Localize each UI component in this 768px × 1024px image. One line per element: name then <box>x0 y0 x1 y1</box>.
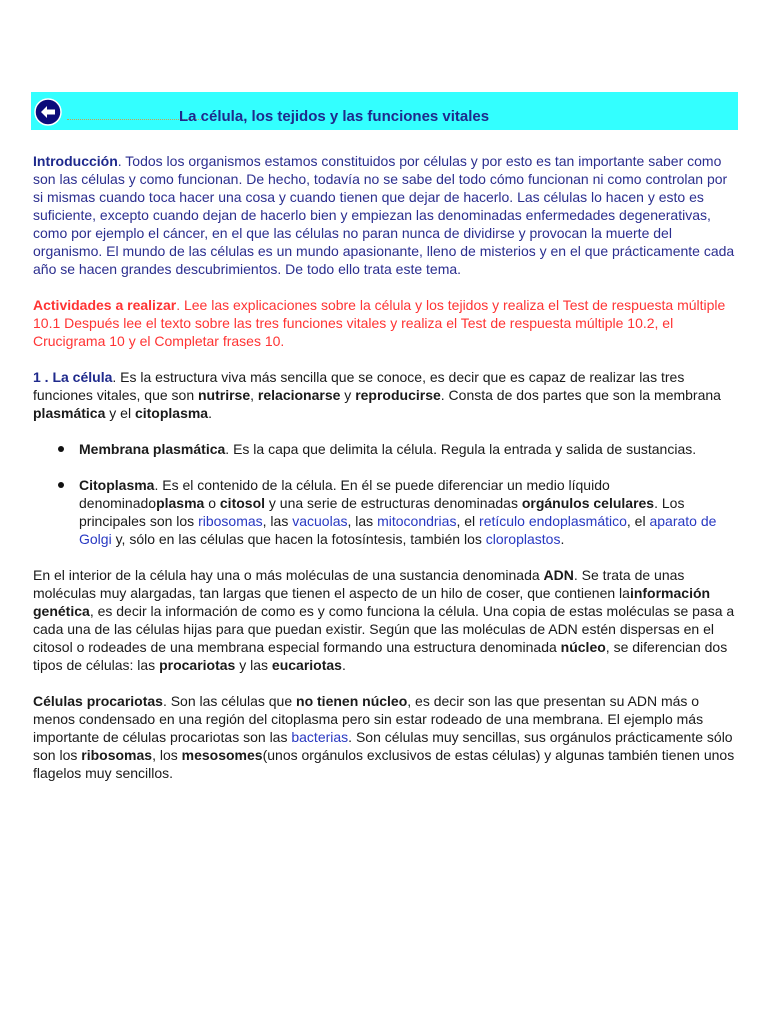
cyto-text: , las <box>347 513 378 529</box>
cyto-text: , el <box>626 513 650 529</box>
cyto-text: , el <box>456 513 480 529</box>
link-bacterias[interactable]: bacterias <box>291 729 349 745</box>
adn-paragraph <box>33 566 735 674</box>
term-citosol: citosol <box>219 495 266 511</box>
article-content <box>33 152 735 782</box>
cyto-text: y una serie de estructuras denominadas <box>265 495 522 511</box>
membrane-text: . Es la capa que delimita la célula. Regula la entrada y salida de sustancias. <box>225 441 697 457</box>
term-plasma: plasma <box>156 495 205 511</box>
activities-label: Actividades a realizar <box>33 297 177 313</box>
intro-paragraph <box>33 152 735 278</box>
adn-text: . <box>341 657 346 673</box>
link-cloroplastos[interactable]: cloroplastos <box>485 531 561 547</box>
intro-text: . Todos los organismos estamos constituidos por células y por esto es tan importante saber como son las células y como funcionan. De hecho, todavía no se sabe del todo cómo funcionan ni como controlan por si mismas cuando toca hacer una cosa y cuando tienen que dejar de hacerlo. Las células lo hacen y esto es suficiente, excepto cuando dejan de hacerlo bien y empiezan las denominadas enfermedades degenerativas, como por ejemplo el cáncer, en el que las células no paran nunca de dividirse y provocan la muerte del organismo. El mundo de las células es un mundo apasionante, lleno de misterios y en el que prácticamente cada año se hacen grandes descubrimientos. De todo ello trata este tema. <box>33 153 735 277</box>
link-ribosomas[interactable]: ribosomas <box>198 513 263 529</box>
prok-text: , los <box>152 747 182 763</box>
cell-text: y el <box>105 405 135 421</box>
cytoplasm-label: Citoplasma <box>79 477 155 493</box>
adn-text: . Se trata de unas moléculas muy alargadas, tan largas que tienen el aspecto de un hilo de coser, que contienen la <box>33 567 685 601</box>
cell-section-paragraph <box>33 368 735 422</box>
link-reticulo[interactable]: retículo endoplasmático <box>479 513 627 529</box>
term-eucariotas: eucariotas <box>271 657 342 673</box>
adn-text: , se diferencian dos tipos de células: las <box>33 639 728 673</box>
prok-text: , es decir son las que presentan su ADN más o menos condensado en una región del citoplasma pero sin estar rodeado de una membrana. El ejemplo más importante de células procariotas son las <box>33 693 704 745</box>
term-procariotas: procariotas <box>159 657 236 673</box>
list-item-membrane <box>79 440 735 458</box>
term-mesosomes: mesosomes <box>181 747 263 763</box>
term-organulos: orgánulos celulares <box>521 495 655 511</box>
list-item-cytoplasm <box>79 476 735 548</box>
link-vacuolas[interactable]: vacuolas <box>292 513 348 529</box>
prok-text: . Son células muy sencillas, sus orgánulos prácticamente sólo son los <box>33 729 733 763</box>
cell-text: . <box>208 405 212 421</box>
prokaryotes-paragraph <box>33 692 735 782</box>
link-golgi[interactable]: aparato de Golgi <box>79 513 717 547</box>
term-adn: ADN <box>543 567 574 583</box>
cell-section-heading: 1 . La célula <box>33 369 113 385</box>
header-bar <box>31 92 738 130</box>
term-plasmatica: plasmática <box>33 405 106 421</box>
cell-text: . Es la estructura viva más sencilla que se conoce, es decir que es capaz de realizar las tres funciones vitales, que son <box>33 369 685 403</box>
activities-text: . Lee las explicaciones sobre la célula y los tejidos y realiza el Test de respuesta múltiple 10.1 Después lee el texto sobre las tres funciones vitales y realiza el Test de respuesta múltiple 10.2, el Crucigrama 10 y el Completar frases 10. <box>33 297 726 349</box>
intro-label: Introducción <box>33 153 118 169</box>
cell-text: . Consta de dos partes que son la membrana <box>440 387 721 403</box>
cyto-text: y, sólo en las células que hacen la fotosíntesis, también los <box>111 531 486 547</box>
term-citoplasma: citoplasma <box>134 405 209 421</box>
page-title: La célula, los tejidos y las funciones vitales <box>179 108 490 125</box>
adn-text: , es decir la información de como es y como funciona la célula. Una copia de estas moléculas se pasa a cada una de las células hijas para que puedan existir. Según que las moléculas de ADN estén dispersas en el citosol o rodeades de una membrana especial formando una estructura denominada <box>33 603 735 655</box>
cyto-text: o <box>204 495 220 511</box>
back-button[interactable] <box>34 98 62 126</box>
membrane-label: Membrana plasmática <box>79 441 226 457</box>
cell-text: y <box>340 387 356 403</box>
back-arrow-icon <box>34 98 62 126</box>
prok-text: (unos orgánulos exclusivos de estas células) y algunas también tienen unos flagelos muy sencillos. <box>33 747 735 781</box>
cyto-text: . Los principales son los <box>79 495 685 529</box>
cell-text: , <box>250 387 258 403</box>
adn-text: y las <box>235 657 272 673</box>
activities-paragraph <box>33 296 735 350</box>
prok-text: . Son las células que <box>162 693 297 709</box>
cyto-text: , las <box>262 513 293 529</box>
term-ribosomas: ribosomas <box>81 747 153 763</box>
term-informacion-genetica: información genética <box>33 585 711 619</box>
prokaryotes-label: Células procariotas <box>33 693 163 709</box>
term-nucleo: núcleo <box>560 639 606 655</box>
link-mitocondrias[interactable]: mitocondrias <box>377 513 457 529</box>
term-no-nucleo: no tienen núcleo <box>296 693 408 709</box>
term-reproducirse: reproducirse <box>355 387 441 403</box>
term-relacionarse: relacionarse <box>257 387 341 403</box>
cyto-text: . Es el contenido de la célula. En él se puede diferenciar un medio líquido denominado <box>79 477 610 511</box>
cell-parts-list <box>33 440 735 548</box>
term-nutrirse: nutrirse <box>198 387 251 403</box>
adn-text: En el interior de la célula hay una o más moléculas de una sustancia denominada <box>33 567 544 583</box>
cyto-text: . <box>560 531 565 547</box>
